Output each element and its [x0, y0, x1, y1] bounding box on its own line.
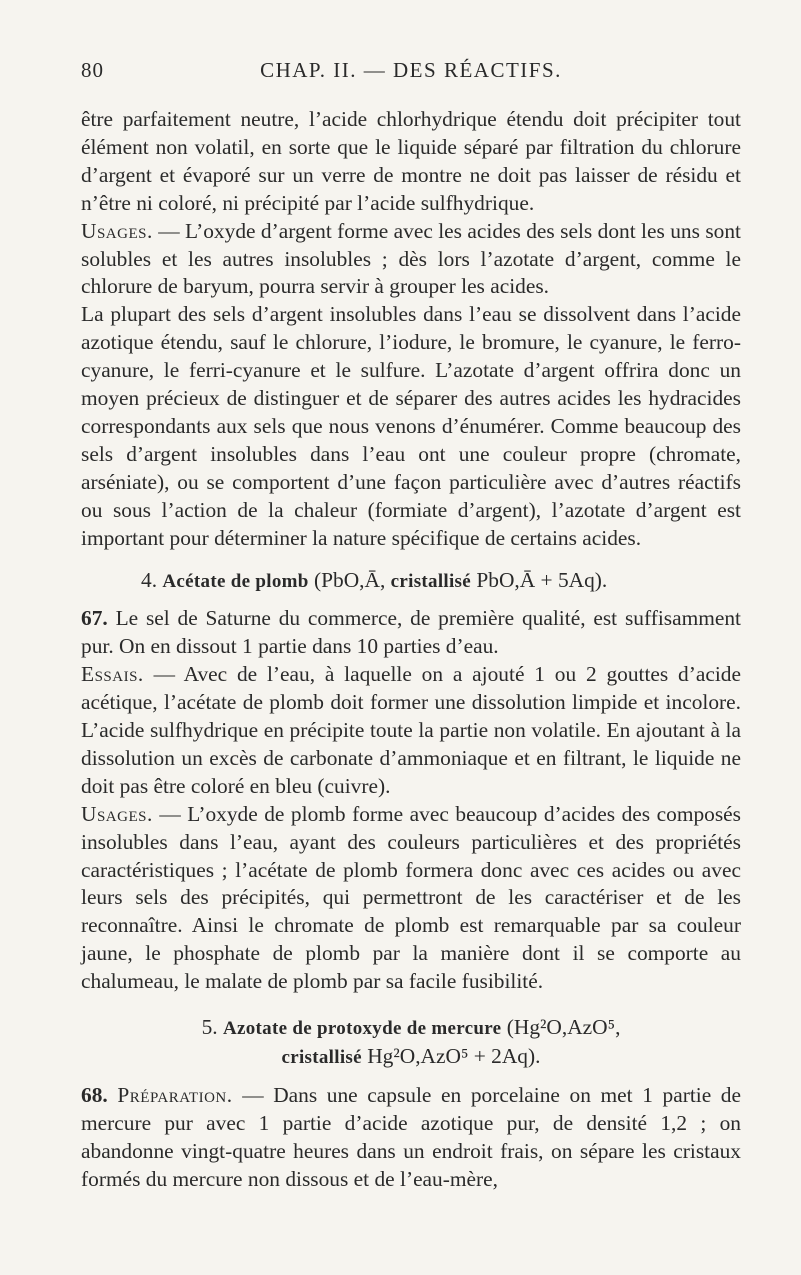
section-title-mercury-nitrate	[81, 1014, 741, 1072]
page-number: 80	[81, 58, 104, 82]
paragraph-number: 68.	[81, 1082, 108, 1107]
page-body	[81, 106, 741, 1194]
section-formula: (Hg²O,AzO⁵,	[506, 1015, 621, 1040]
paragraph-silver-salts: La plupart des sels d’argent insolubles dans l’eau se dissolvent dans l’acide azotique étendu, sauf le chlorure, l’iodure, le bromure, le cyanure, le ferro-cyanure, le ferri-cyanure et le sulfure. L’azotate d’argent offrira donc un moyen précieux de distinguer et de séparer des autres acides les hydracides correspondants aux sels que nous venons d’énumérer. Comme beaucoup des sels d’argent insolubles dans l’eau ont une couleur propre (chromate, arséniate), ou se comportent d’une façon particulière avec d’autres réactifs ou sous l’action de la chaleur (formiate d’argent), l’azotate d’argent est important pour déterminer la nature spécifique de certains acides.	[81, 302, 741, 550]
paragraph-usages-lead	[81, 801, 741, 996]
section-formula-crystal: PbO,Ā + 5Aq).	[476, 567, 608, 592]
paragraph-68	[81, 1082, 741, 1194]
section-subheading: cristallisé	[281, 1047, 362, 1068]
section-heading: Acétate de plomb	[162, 570, 309, 592]
paragraph-continuation: être parfaitement neutre, l’acide chlorhydrique étendu doit précipiter tout élément non volatil, en sorte que le liquide séparé par filtration du chlorure d’argent et évaporé sur un verre de montre ne doit pas laisser de résidu et n’être ni coloré, ni précipité par l’acide sulfhydrique.	[81, 107, 741, 215]
paragraph-text: — L’oxyde de plomb forme avec beaucoup d’acides des composés insolubles dans l’eau, ayant des couleurs particulières et des propriétés caractéristiques ; l’acétate de plomb formera donc avec ces acides ou avec leurs sels des précipités, qui permettront de les caractériser et de les reconnaître. Ainsi le chromate de plomb est remarquable par sa couleur jaune, le phosphate de plomb par la manière dont il se comporte au chalumeau, le malate de plomb par sa facile fusibilité.	[81, 801, 741, 994]
paragraph-number: 67.	[81, 606, 108, 631]
paragraph-label: Usages.	[81, 801, 153, 826]
paragraph-label: Usages.	[81, 218, 153, 243]
section-title-lead-acetate	[81, 567, 741, 596]
paragraph-text: — L’oxyde d’argent forme avec les acides des sels dont les uns sont solubles et les autres insolubles ; dès lors l’azotate d’argent, comme le chlorure de baryum, pourra servir à grouper les acides.	[81, 218, 741, 299]
running-title: CHAP. II. — DES RÉACTIFS.	[260, 58, 562, 82]
section-formula-crystal: Hg²O,AzO⁵ + 2Aq).	[367, 1044, 541, 1068]
paragraph-label: Essais.	[81, 662, 144, 687]
section-number: 4.	[141, 567, 158, 592]
page-header	[81, 58, 741, 88]
section-subheading: cristallisé	[390, 570, 471, 592]
paragraph-usages-silver	[81, 218, 741, 302]
paragraph-text: Le sel de Saturne du commerce, de première qualité, est suffisamment pur. On en dissout 1 partie dans 10 parties d’eau.	[81, 606, 741, 659]
paragraph-67	[81, 605, 741, 661]
paragraph-essais	[81, 661, 741, 801]
paragraph-text: — Dans une capsule en porcelaine on met 1 partie de mercure pur avec 1 partie d’acide azotique pur, de densité 1,2 ; on abandonne vingt-quatre heures dans un endroit frais, on sépare les cristaux formés du mercure non dissous et de l’eau-mère,	[81, 1082, 741, 1191]
paragraph-label: Préparation.	[117, 1082, 233, 1107]
section-number: 5.	[201, 1015, 218, 1040]
section-heading: Azotate de protoxyde de mercure	[222, 1018, 502, 1040]
paragraph-text: — Avec de l’eau, à laquelle on a ajouté 1 ou 2 gouttes d’acide acétique, l’acétate de plomb doit former une dissolution limpide et incolore. L’acide sulfhydrique en précipite toute la partie non volatile. En ajoutant à la dissolution un excès de carbonate d’ammoniaque et en filtrant, le liquide ne doit pas être coloré en bleu (cuivre).	[81, 662, 741, 798]
section-formula: (PbO,Ā,	[313, 567, 386, 592]
